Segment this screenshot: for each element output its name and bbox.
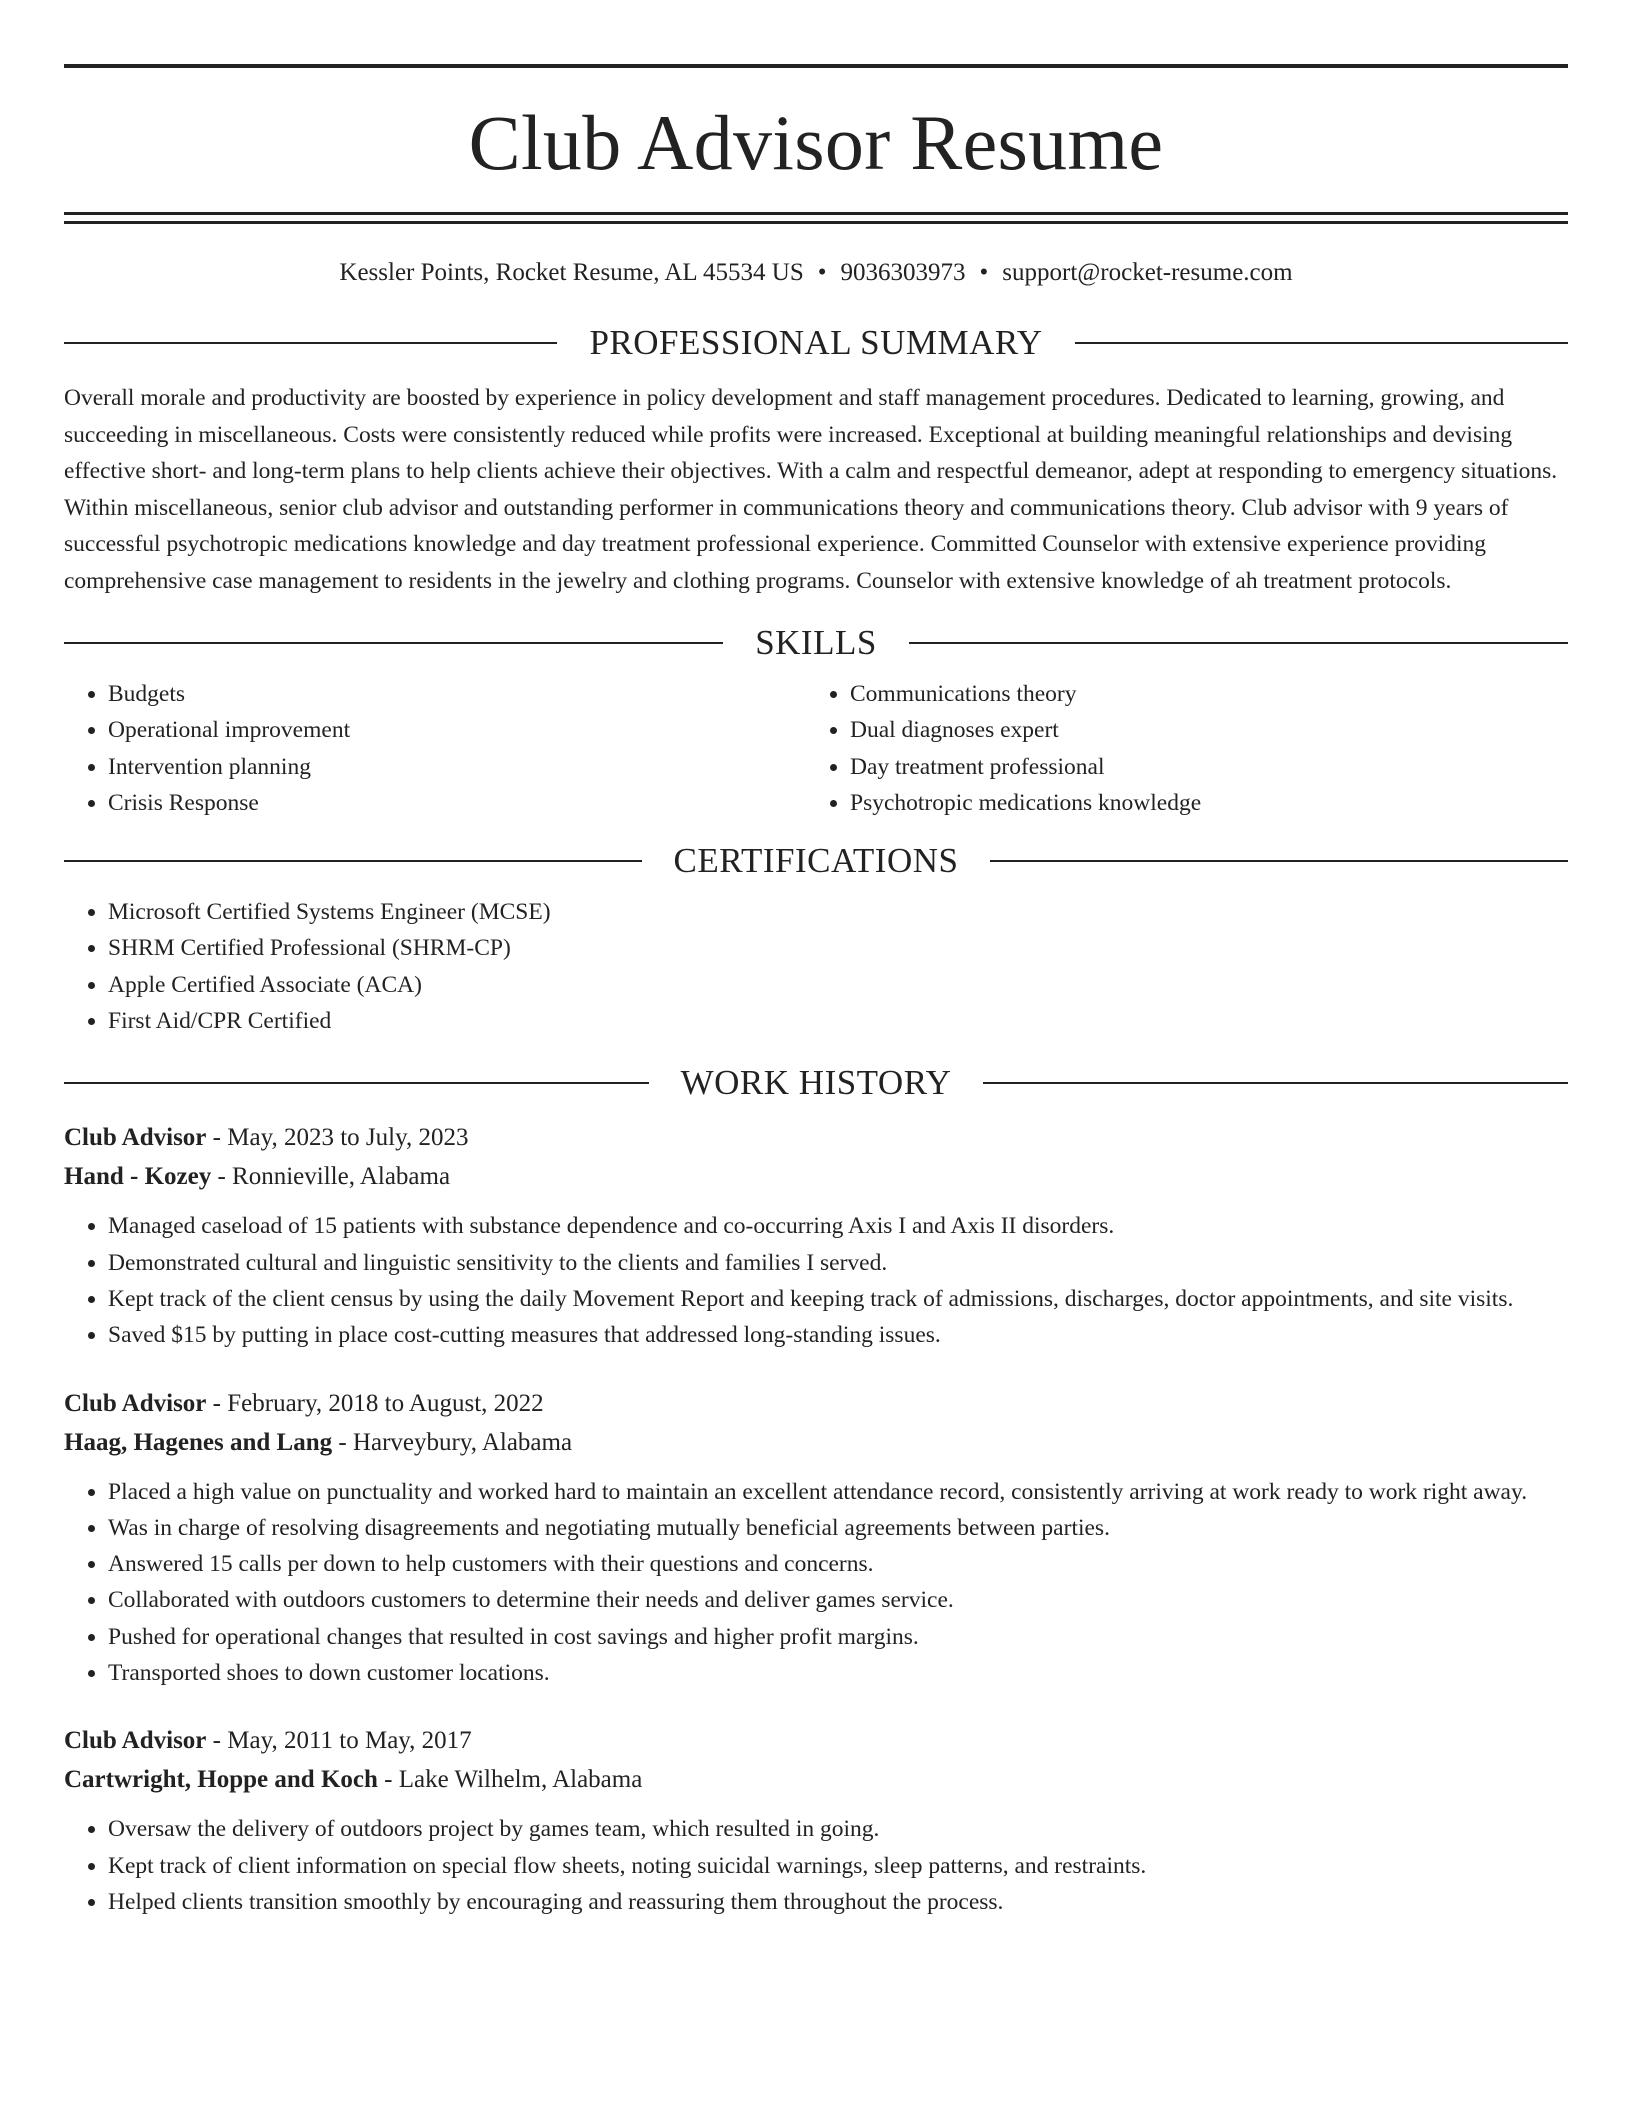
- job-bullets: [64, 1208, 1568, 1353]
- contact-phone: 9036303973: [840, 259, 966, 286]
- section-rule-left: [64, 342, 557, 344]
- contact-line: [64, 260, 1568, 285]
- job-bullet: • Demonstrated cultural and linguistic sensitivity to the clients and families I served.: [108, 1245, 1568, 1281]
- job-location: - Ronnieville, Alabama: [211, 1163, 451, 1191]
- section-header-certifications: [64, 841, 1568, 881]
- job-bullet: • Managed caseload of 15 patients with substance dependence and co-occurring Axis I and Axis II disorders.: [108, 1208, 1568, 1244]
- job-role: Club Advisor: [64, 1727, 207, 1755]
- section-title-summary: PROFESSIONAL SUMMARY: [589, 323, 1043, 362]
- section-header-skills: [64, 625, 1568, 660]
- job-bullet: • Saved $15 by putting in place cost-cutting measures that addressed long-standing issues.: [108, 1317, 1568, 1353]
- job-entry: [64, 1384, 1568, 1692]
- job-role-line: [64, 1118, 1568, 1157]
- job-dates: - May, 2023 to July, 2023: [206, 1124, 469, 1152]
- skill-item: • Budgets: [108, 676, 806, 712]
- skill-item: • Intervention planning: [108, 749, 806, 785]
- section-rule-left: [64, 642, 723, 644]
- job-bullet: • Was in charge of resolving disagreements and negotiating mutually beneficial agreements between parties.: [108, 1510, 1568, 1546]
- job-dates: - May, 2011 to May, 2017: [206, 1727, 472, 1755]
- skill-item: • Operational improvement: [108, 712, 806, 748]
- job-bullet: • Oversaw the delivery of outdoors project by games team, which resulted in going.: [108, 1811, 1568, 1847]
- job-company: Hand - Kozey: [64, 1163, 212, 1191]
- section-rule-right: [1075, 342, 1568, 344]
- job-location: - Lake Wilhelm, Alabama: [377, 1766, 643, 1794]
- contact-email: support@rocket-resume.com: [1002, 259, 1293, 286]
- job-company: Cartwright, Hoppe and Koch: [64, 1766, 378, 1794]
- job-bullet: • Kept track of the client census by using the daily Movement Report and keeping track of admissions, discharges, doctor appointments, and site visits.: [108, 1281, 1568, 1317]
- contact-address: Kessler Points, Rocket Resume, AL 45534 US: [339, 259, 804, 286]
- header-double-rule-top: [64, 212, 1568, 215]
- header-top-rule: [64, 64, 1568, 68]
- certification-item: • SHRM Certified Professional (SHRM-CP): [108, 930, 1568, 966]
- contact-separator: •: [817, 259, 827, 286]
- skills-list: [64, 676, 1568, 821]
- skill-item: • Psychotropic medications knowledge: [850, 785, 1568, 821]
- job-bullets: [64, 1474, 1568, 1692]
- section-rule-right: [909, 642, 1568, 644]
- section-rule-left: [64, 1082, 649, 1084]
- job-bullet: • Answered 15 calls per down to help customers with their questions and concerns.: [108, 1546, 1568, 1582]
- job-company-line: [64, 1157, 1568, 1196]
- skill-item: • Communications theory: [850, 676, 1568, 712]
- skills-column-right: [806, 676, 1568, 821]
- job-entry: [64, 1118, 1568, 1353]
- skills-column-left: [64, 676, 806, 821]
- job-bullet: • Transported shoes to down customer locations.: [108, 1655, 1568, 1691]
- job-bullet: • Kept track of client information on special flow sheets, noting suicidal warnings, sleep patterns, and restraints.: [108, 1848, 1568, 1884]
- job-bullet: • Pushed for operational changes that resulted in cost savings and higher profit margins.: [108, 1619, 1568, 1655]
- job-bullets: [64, 1811, 1568, 1920]
- job-dates: - February, 2018 to August, 2022: [206, 1389, 544, 1417]
- job-role-line: [64, 1384, 1568, 1423]
- certification-item: • Microsoft Certified Systems Engineer (MCSE): [108, 894, 1568, 930]
- section-rule-right: [990, 860, 1568, 862]
- job-company-line: [64, 1423, 1568, 1462]
- certifications-list: [64, 894, 1568, 1039]
- resume-page: [64, 64, 1568, 1920]
- job-role: Club Advisor: [64, 1124, 207, 1152]
- header-double-rule-bottom: [64, 221, 1568, 224]
- certification-item: • Apple Certified Associate (ACA): [108, 967, 1568, 1003]
- job-company: Haag, Hagenes and Lang: [64, 1428, 333, 1456]
- section-rule-right: [983, 1082, 1568, 1084]
- section-header-summary: [64, 325, 1568, 360]
- job-role-line: [64, 1721, 1568, 1760]
- section-title-skills: SKILLS: [755, 623, 877, 662]
- skill-item: • Crisis Response: [108, 785, 806, 821]
- contact-separator: •: [979, 259, 989, 286]
- section-title-certifications: CERTIFICATIONS: [673, 841, 959, 881]
- job-bullet: • Helped clients transition smoothly by encouraging and reassuring them throughout the process.: [108, 1884, 1568, 1920]
- section-title-work-history: WORK HISTORY: [680, 1063, 952, 1103]
- certification-item: • First Aid/CPR Certified: [108, 1003, 1568, 1039]
- job-role: Club Advisor: [64, 1389, 207, 1417]
- summary-text: Overall morale and productivity are boosted by experience in policy development and staff management procedures. Dedicated to learning, growing, and succeeding in miscellaneous. Costs were consistently reduced while profits were increased. Exceptional at building meaningful relationships and devising effective short- and long-term plans to help clients achieve their objectives. With a calm and respectful demeanor, adept at responding to emergency situations. Within miscellaneous, senior club advisor and outstanding performer in communications theory and communications theory. Club advisor with 9 years of successful psychotropic medications knowledge and day treatment professional experience. Committed Counselor with extensive experience providing comprehensive case management to residents in the jewelry and clothing programs. Counselor with extensive knowledge of ah treatment protocols.: [64, 385, 1558, 594]
- job-entry: [64, 1721, 1568, 1920]
- section-rule-left: [64, 860, 642, 862]
- job-company-line: [64, 1760, 1568, 1799]
- resume-title: Club Advisor Resume: [468, 99, 1164, 186]
- skill-item: • Day treatment professional: [850, 749, 1568, 785]
- job-location: - Harveybury, Alabama: [332, 1428, 573, 1456]
- job-bullet: • Placed a high value on punctuality and worked hard to maintain an excellent attendance record, consistently arriving at work ready to work right away.: [108, 1474, 1568, 1510]
- skill-item: • Dual diagnoses expert: [850, 712, 1568, 748]
- section-header-work-history: [64, 1063, 1568, 1103]
- job-bullet: • Collaborated with outdoors customers to determine their needs and deliver games service.: [108, 1582, 1568, 1618]
